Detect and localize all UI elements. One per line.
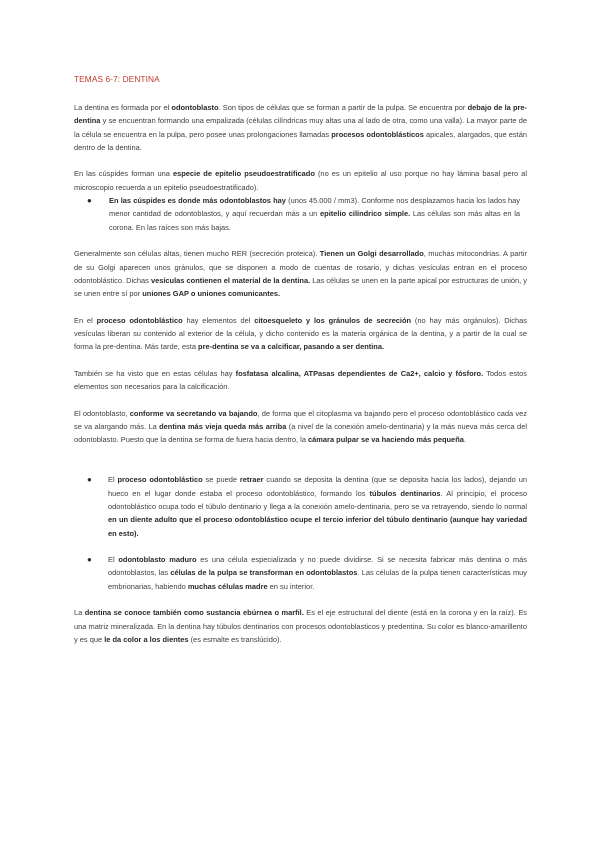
text-run: (a nivel de la conexión amelo-dentinaria) y la más nueva más cerca del odontoblasto. Puesto que la dentina se forma de fuera hacia dentro, la [74,422,527,445]
bold-text-run: odontoblasto [171,103,219,112]
text-run: (es esmalte es translúcido). [188,634,282,644]
text-run: La [74,608,85,618]
bold-text-run: pre-dentina se va a calcificar, pasando a ser dentina. [198,342,385,352]
paragraph-intro [74,101,527,154]
text-run: . Son tipos de células que se forman a partir de la pulpa. Se encuentra por [218,103,468,112]
text-run: El [108,555,119,565]
bold-text-run: dentina más vieja queda más arriba [159,422,287,432]
bold-text-run: cámara pulpar se va haciendo más pequeña [308,435,464,445]
text-run: cuando se deposita la dentina (que se deposita hacia los lados), dejando un hueco en el lugar donde estaba el proceso odontoblástico, formando los [108,475,527,498]
bold-text-run: uniones GAP o uniones comunicantes. [142,289,281,299]
list-item [74,194,520,234]
text-run: Es el eje estructural del diente (está en la corona y en la raíz). Es una matriz mineralizada. En la dentina hay túbulos dentinarios con procesos odontoblasticos y predentina. Su color es blanco-amarillento y es que [74,608,527,644]
bold-text-run: le da color a los dientes [104,634,189,644]
text-run: (no es un epitelio al uso porque no hay lámina basal pero al microscopio recuerda a un epitelio pseudoestratificado). [74,169,527,192]
bold-text-run: retraer [239,475,264,485]
bold-text-run: odontoblasto maduro [118,555,197,565]
text-run: apicales, alargados, que están dentro de la dentina. [74,129,527,152]
bold-text-run: especie de epitelio pseudoestratificado [172,169,315,179]
bold-text-run: células de la pulpa se transforman en odontoblastos [170,568,358,578]
text-run: . Al principio, el proceso odontoblástico ocupa todo el túbulo dentinario y llega a la conexión amelo-dentinaria, pero se va retrayendo, siendo lo normal [108,488,527,511]
bullet-icon: ● [87,475,92,485]
list-item [74,473,527,539]
text-run: (unos 45.000 / mm3). Conforme nos desplazamos hacia los lados hay menor cantidad de odontoblastos, y aquí recuerdan más a un [109,196,520,219]
bold-text-run: proceso odontoblástico [96,315,183,325]
paragraph-cuspides [74,167,527,194]
list-item-text [108,473,527,539]
bullet-list-1 [74,194,527,234]
bold-text-run: dentina se conoce también como sustancia ebúrnea o marfil. [84,608,304,618]
list-item-text [108,553,527,593]
bold-text-run: debajo de la pre-dentina [74,103,527,126]
bold-text-run: proceso odontoblástico [117,475,203,485]
text-run: y se encuentran formando una empalizada (células cilíndricas muy altas una al lado de otra, como una valla). La mayor parte de la célula se encuentra en la pulpa, pero posee unas prolongaciones llamadas [74,116,527,139]
bold-text-run: conforme va secretando va bajando [129,408,258,418]
list-item-text [109,194,520,234]
bold-text-run: En las cúspides es donde más odontoblastos hay [109,196,286,206]
text-run: La dentina es formada por el [74,103,172,112]
page-title: TEMAS 6-7: DENTINA [74,74,160,84]
bold-text-run: vesículas contienen el material de la dentina. [150,275,311,285]
bullet-list-2 [74,473,527,593]
bold-text-run: procesos odontoblásticos [331,129,424,139]
text-run: El odontoblasto, [74,408,130,418]
text-run: Las células son más altas en la corona. En las raíces son más bajas. [109,209,521,232]
bold-text-run: fosfatasa alcalina, ATPasas dependientes de Ca2+, calcio y fósforo. [235,368,484,378]
bold-text-run: citoesqueleto y los gránulos de secreción [254,315,412,325]
text-run: (no hay más orgánulos). Dichas vesículas liberan su contenido al exterior de la célula, y dicho contenido es la materia orgánica de la dentina, y a partir de la cual se forma la pre-dentina. Más tarde, esta [74,315,527,352]
paragraph-secretando [74,407,527,447]
text-run: hay elementos del [182,315,255,325]
bullet-icon: ● [87,555,92,565]
bold-text-run: Tienen un Golgi desarrollado [319,249,424,259]
text-run: Generalmente son células altas, tienen mucho RER (secreción proteica). [74,249,320,259]
bold-text-run: en un diente adulto que el proceso odontoblástico ocupe el tercio inferior del túbulo dentinario (aunque hay variedad en esto). [108,515,527,538]
text-run: es una célula especializada y no puede dividirse. Si se necesita fabricar más dentina o más odontoblastos, las [108,555,527,578]
text-run: . Las células de la pulpa tienen características muy embrionarias, habiendo [108,568,527,591]
text-run: . [463,435,466,445]
bold-text-run: epitelio cilíndrico simple. [320,209,411,219]
bold-text-run: muchas células madre [187,581,268,591]
bullet-icon: ● [87,196,92,206]
text-run: se puede [202,475,240,485]
text-run: En el [74,315,97,325]
paragraph-golgi [74,247,527,300]
list-item [74,553,527,593]
text-run: en su interior. [267,581,315,591]
bold-text-run: túbulos dentinarios [369,488,441,498]
text-run: En las cúspides forman una [74,169,173,179]
text-run: El [108,475,118,485]
text-run: , muchas mitocondrias. A partir de su Golgi aparecen unos gránulos, que se disponen a modo de cuentas de rosario, y dichas vesículas entran en el proceso odontoblástico. Dichas [74,249,528,285]
paragraph-proceso [74,314,527,354]
text-run: También se ha visto que en estas células hay [74,368,236,378]
text-run: , de forma que el citoplasma va bajando pero el proceso odontoblástico cada vez se va alargando más. La [74,408,527,432]
text-run: Las células se unen en la parte apical por estructuras de unión, y se unen entre sí por [74,275,528,299]
text-run: Todos estos elementos son necesarios para la calcificación. [74,368,527,392]
paragraph-fosfatasa [74,367,527,394]
paragraph-marfil [74,606,527,646]
